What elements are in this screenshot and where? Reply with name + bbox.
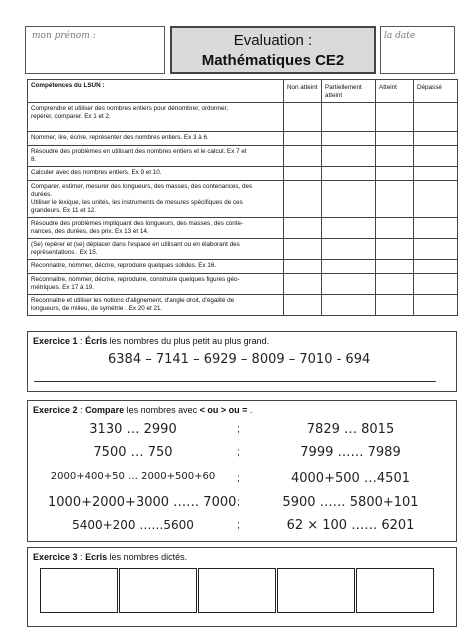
comparison-separator: ; bbox=[237, 473, 240, 484]
skill-line: Résoudre des problèmes en utilisant des nombres entiers et le calcul. Ex 7 et bbox=[31, 148, 247, 155]
exercise-2 bbox=[27, 400, 457, 542]
skill-line: repérer, comparer. Ex 1 et 2. bbox=[31, 113, 111, 120]
comparison-separator: ; bbox=[237, 497, 240, 508]
comparison-left: 7500 … 750 bbox=[93, 445, 173, 460]
answer-cell[interactable] bbox=[40, 568, 118, 613]
comparison-separator: ; bbox=[237, 424, 240, 435]
level-header-partiellement: Partiellement atteint bbox=[322, 80, 376, 103]
skill-row bbox=[28, 103, 458, 132]
exercise-2-heading bbox=[33, 405, 252, 415]
skill-line: métriques. Ex 17 à 19. bbox=[31, 284, 95, 291]
level-checkbox-cell[interactable] bbox=[284, 132, 322, 146]
level-checkbox-cell[interactable] bbox=[376, 103, 414, 132]
exercise-1-heading bbox=[33, 336, 269, 346]
skill-row bbox=[28, 146, 458, 167]
level-header-non-atteint: Non atteint bbox=[284, 80, 322, 103]
level-checkbox-cell[interactable] bbox=[322, 295, 376, 316]
level-checkbox-cell[interactable] bbox=[414, 239, 458, 260]
level-checkbox-cell[interactable] bbox=[414, 260, 458, 274]
level-checkbox-cell[interactable] bbox=[284, 103, 322, 132]
level-checkbox-cell[interactable] bbox=[414, 295, 458, 316]
level-checkbox-cell[interactable] bbox=[322, 239, 376, 260]
answer-cell[interactable] bbox=[198, 568, 276, 613]
comparison-left: 3130 … 2990 bbox=[89, 422, 177, 437]
level-checkbox-cell[interactable] bbox=[376, 132, 414, 146]
exercise-1-separator: : bbox=[77, 336, 86, 346]
exercise-3-verb: Ecris bbox=[85, 552, 108, 562]
exercise-2-label: Exercice 2 bbox=[33, 405, 78, 415]
skill-row bbox=[28, 295, 458, 316]
skill-description bbox=[28, 239, 284, 260]
comparison-right: 7829 … 8015 bbox=[306, 422, 395, 437]
comparison-left: 2000+400+50 … 2000+500+60 bbox=[50, 471, 216, 482]
skill-line: Comprendre et utiliser des nombres entiers pour dénombrer, ordonner, bbox=[31, 105, 229, 112]
exercise-1-label: Exercice 1 bbox=[33, 336, 78, 346]
level-checkbox-cell[interactable] bbox=[322, 181, 376, 218]
level-checkbox-cell[interactable] bbox=[284, 146, 322, 167]
level-checkbox-cell[interactable] bbox=[284, 239, 322, 260]
exercise-1 bbox=[27, 331, 457, 392]
level-checkbox-cell[interactable] bbox=[322, 132, 376, 146]
skill-row bbox=[28, 132, 458, 146]
level-checkbox-cell[interactable] bbox=[414, 132, 458, 146]
level-checkbox-cell[interactable] bbox=[376, 260, 414, 274]
skill-description bbox=[28, 295, 284, 316]
date-box[interactable] bbox=[380, 26, 455, 74]
exercise-2-separator: : bbox=[77, 405, 86, 415]
skill-line: Utiliser le lexique, les unités, les instruments de mesures spécifiques de ces bbox=[31, 199, 243, 206]
answer-cell[interactable] bbox=[356, 568, 434, 613]
skill-line: Nommer, lire, écrire, représenter des nombres entiers. Ex 3 à 6. bbox=[31, 134, 209, 141]
level-checkbox-cell[interactable] bbox=[414, 218, 458, 239]
level-checkbox-cell[interactable] bbox=[414, 167, 458, 181]
level-checkbox-cell[interactable] bbox=[322, 218, 376, 239]
level-checkbox-cell[interactable] bbox=[414, 146, 458, 167]
level-checkbox-cell[interactable] bbox=[284, 167, 322, 181]
skill-description bbox=[28, 181, 284, 218]
answer-cell[interactable] bbox=[277, 568, 355, 613]
level-checkbox-cell[interactable] bbox=[376, 274, 414, 295]
level-header-depasse: Dépassé bbox=[414, 80, 458, 103]
exercise-3-heading bbox=[33, 552, 187, 562]
level-checkbox-cell[interactable] bbox=[414, 274, 458, 295]
skill-description bbox=[28, 103, 284, 132]
skill-line: (Se) repérer et (se) déplacer dans l'espace en utilisant ou en élaborant des bbox=[31, 241, 240, 248]
name-label: mon prénom : bbox=[32, 31, 96, 41]
skill-line: Calculer avec des nombres entiers. Ex 9 et 10. bbox=[31, 169, 162, 176]
skill-line: 8. bbox=[31, 156, 37, 163]
comparison-right: 7999 …… 7989 bbox=[300, 445, 401, 460]
exercise-2-end: . bbox=[247, 405, 253, 415]
level-checkbox-cell[interactable] bbox=[376, 146, 414, 167]
name-box[interactable] bbox=[25, 26, 165, 74]
skill-line: nances, des durées, des prix. Ex 13 et 14. bbox=[31, 228, 149, 235]
level-checkbox-cell[interactable] bbox=[376, 295, 414, 316]
skill-line: représentations . Ex 15. bbox=[31, 249, 98, 256]
level-checkbox-cell[interactable] bbox=[376, 218, 414, 239]
comparison-right: 4000+500 …4501 bbox=[290, 471, 410, 486]
comparison-left: 5400+200 ……5600 bbox=[72, 518, 194, 532]
skill-description bbox=[28, 260, 284, 274]
skill-line: Comparer, estimer, mesurer des longueurs, des masses, des contenances, des bbox=[31, 183, 253, 190]
skill-row bbox=[28, 181, 458, 218]
level-checkbox-cell[interactable] bbox=[376, 181, 414, 218]
exercise-1-numbers: 6384 – 7141 – 6929 – 8009 – 7010 - 694 bbox=[108, 352, 371, 367]
level-checkbox-cell[interactable] bbox=[284, 260, 322, 274]
level-checkbox-cell[interactable] bbox=[284, 295, 322, 316]
comparison-right: 62 × 100 …… 6201 bbox=[286, 518, 415, 533]
exercise-1-instruction: les nombres du plus petit au plus grand. bbox=[107, 336, 270, 346]
skills-header: Compétences du LSUN : bbox=[28, 80, 284, 103]
exercise-2-verb: Compare bbox=[85, 405, 125, 415]
page-title-line1: Evaluation : bbox=[233, 32, 313, 49]
skill-row bbox=[28, 260, 458, 274]
answer-cell[interactable] bbox=[119, 568, 197, 613]
skill-description bbox=[28, 146, 284, 167]
skill-line: Reconnaitre et utiliser les notions d'alignement, d'angle droit, d'égalité de bbox=[31, 297, 235, 304]
level-checkbox-cell[interactable] bbox=[414, 181, 458, 218]
level-checkbox-cell[interactable] bbox=[376, 239, 414, 260]
exercise-3 bbox=[27, 547, 457, 627]
skill-line: grandeurs. Ex 11 et 12. bbox=[31, 207, 96, 214]
exercise-3-instruction: les nombres dictés. bbox=[107, 552, 188, 562]
date-label: la date bbox=[384, 31, 416, 41]
exercise-2-instruction: les nombres avec bbox=[124, 405, 200, 415]
level-checkbox-cell[interactable] bbox=[414, 103, 458, 132]
skill-description bbox=[28, 167, 284, 181]
skill-line: Reconnaitre, nommer, décrire, reproduire, construire quelques figures géo- bbox=[31, 276, 240, 283]
comparison-right: 5900 …… 5800+101 bbox=[282, 495, 419, 510]
level-checkbox-cell[interactable] bbox=[322, 146, 376, 167]
level-checkbox-cell[interactable] bbox=[284, 218, 322, 239]
level-checkbox-cell[interactable] bbox=[284, 274, 322, 295]
level-checkbox-cell[interactable] bbox=[322, 260, 376, 274]
level-checkbox-cell[interactable] bbox=[322, 167, 376, 181]
title-box bbox=[170, 26, 376, 74]
exercise-1-answer-line[interactable] bbox=[34, 381, 436, 382]
skill-description bbox=[28, 274, 284, 295]
skill-row bbox=[28, 274, 458, 295]
skill-line: durées. bbox=[31, 191, 53, 198]
comparison-separator: ; bbox=[237, 447, 240, 458]
skill-row bbox=[28, 218, 458, 239]
comparison-left: 1000+2000+3000 …… 7000 bbox=[48, 495, 237, 510]
exercise-3-label: Exercice 3 bbox=[33, 552, 78, 562]
skill-description bbox=[28, 218, 284, 239]
comparison-separator: ; bbox=[237, 520, 240, 531]
exercise-3-separator: : bbox=[77, 552, 86, 562]
exercise-1-verb: Écris bbox=[85, 336, 108, 346]
page-title-line2: Mathématiques CE2 bbox=[201, 52, 345, 69]
level-checkbox-cell[interactable] bbox=[322, 103, 376, 132]
skill-row bbox=[28, 239, 458, 260]
exercise-2-symbols: < ou > ou = bbox=[199, 405, 248, 415]
skill-row bbox=[28, 167, 458, 181]
skills-table bbox=[27, 79, 458, 316]
skill-description bbox=[28, 132, 284, 146]
level-checkbox-cell[interactable] bbox=[322, 274, 376, 295]
level-checkbox-cell[interactable] bbox=[376, 167, 414, 181]
skill-line: Résoudre des problèmes impliquant des longueurs, des masses, des conte- bbox=[31, 220, 244, 227]
level-checkbox-cell[interactable] bbox=[284, 181, 322, 218]
skill-line: longueurs, de milieu, de symétrie . Ex 20 et 21. bbox=[31, 305, 163, 312]
level-header-atteint: Atteint bbox=[376, 80, 414, 103]
skill-line: Reconnaitre, nommer, décrire, reproduire quelques solides. Ex 16. bbox=[31, 262, 217, 269]
